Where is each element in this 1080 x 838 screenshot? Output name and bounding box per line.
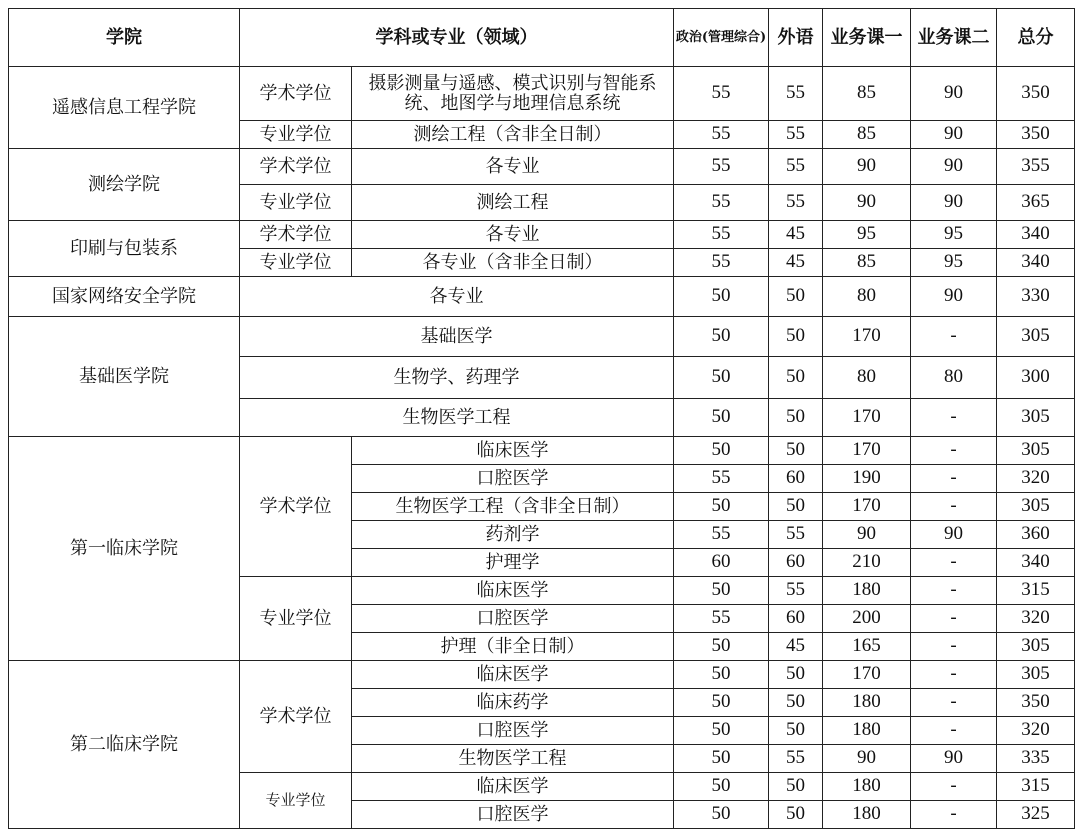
course2-cell: 90 — [911, 121, 997, 149]
politics-cell: 50 — [674, 577, 769, 605]
degree-type-cell: 专业学位 — [240, 249, 352, 277]
politics-cell: 55 — [674, 521, 769, 549]
header-college: 学院 — [9, 9, 240, 67]
politics-cell: 55 — [674, 221, 769, 249]
course2-cell: - — [911, 465, 997, 493]
major-cell: 各专业（含非全日制） — [352, 249, 674, 277]
total-cell: 320 — [997, 605, 1075, 633]
major-cell: 各专业 — [352, 221, 674, 249]
table-row — [9, 661, 1075, 689]
degree-type-cell: 学术学位 — [240, 437, 352, 577]
politics-cell: 50 — [674, 773, 769, 801]
table-row — [9, 67, 1075, 121]
degree-type-cell: 学术学位 — [240, 67, 352, 121]
foreign-cell: 50 — [769, 493, 823, 521]
course2-cell: - — [911, 605, 997, 633]
foreign-cell: 55 — [769, 67, 823, 121]
course2-cell: - — [911, 437, 997, 465]
college-cell: 测绘学院 — [9, 149, 240, 221]
total-cell: 325 — [997, 801, 1075, 829]
foreign-cell: 50 — [769, 661, 823, 689]
course2-cell: - — [911, 577, 997, 605]
foreign-cell: 50 — [769, 277, 823, 317]
table-row — [9, 317, 1075, 357]
major-cell: 口腔医学 — [352, 801, 674, 829]
politics-cell: 55 — [674, 249, 769, 277]
course1-cell: 85 — [823, 249, 911, 277]
major-cell: 临床医学 — [352, 773, 674, 801]
politics-cell: 55 — [674, 67, 769, 121]
total-cell: 365 — [997, 185, 1075, 221]
foreign-cell: 50 — [769, 399, 823, 437]
politics-cell: 55 — [674, 149, 769, 185]
total-cell: 305 — [997, 437, 1075, 465]
total-cell: 360 — [997, 521, 1075, 549]
course1-cell: 180 — [823, 577, 911, 605]
foreign-cell: 55 — [769, 521, 823, 549]
course2-cell: - — [911, 801, 997, 829]
major-cell: 各专业 — [352, 149, 674, 185]
header-field: 学科或专业（领域） — [240, 9, 674, 67]
total-cell: 305 — [997, 633, 1075, 661]
politics-cell: 50 — [674, 717, 769, 745]
course1-cell: 170 — [823, 399, 911, 437]
course1-cell: 170 — [823, 493, 911, 521]
course2-cell: - — [911, 549, 997, 577]
degree-type-cell: 学术学位 — [240, 221, 352, 249]
total-cell: 340 — [997, 221, 1075, 249]
major-cell: 药剂学 — [352, 521, 674, 549]
course1-cell: 90 — [823, 185, 911, 221]
major-cell: 临床药学 — [352, 689, 674, 717]
course2-cell: 90 — [911, 277, 997, 317]
table-row — [9, 437, 1075, 465]
course1-cell: 85 — [823, 67, 911, 121]
course1-cell: 180 — [823, 717, 911, 745]
college-cell: 第一临床学院 — [9, 437, 240, 661]
foreign-cell: 45 — [769, 633, 823, 661]
course2-cell: 90 — [911, 67, 997, 121]
total-cell: 320 — [997, 465, 1075, 493]
score-table — [8, 8, 1075, 829]
total-cell: 315 — [997, 773, 1075, 801]
total-cell: 305 — [997, 493, 1075, 521]
course2-cell: 90 — [911, 185, 997, 221]
degree-type-cell: 学术学位 — [240, 661, 352, 773]
politics-cell: 50 — [674, 661, 769, 689]
table-row — [9, 277, 1075, 317]
foreign-cell: 45 — [769, 221, 823, 249]
course1-cell: 170 — [823, 661, 911, 689]
foreign-cell: 60 — [769, 465, 823, 493]
total-cell: 305 — [997, 661, 1075, 689]
header-total: 总分 — [997, 9, 1075, 67]
degree-type-cell: 专业学位 — [240, 577, 352, 661]
foreign-cell: 55 — [769, 745, 823, 773]
total-cell: 355 — [997, 149, 1075, 185]
course1-cell: 210 — [823, 549, 911, 577]
major-cell: 生物学、药理学 — [240, 357, 674, 399]
table-row — [9, 221, 1075, 249]
major-cell: 临床医学 — [352, 577, 674, 605]
degree-type-cell: 专业学位 — [240, 773, 352, 829]
major-cell: 生物医学工程（含非全日制） — [352, 493, 674, 521]
course1-cell: 85 — [823, 121, 911, 149]
major-cell: 临床医学 — [352, 661, 674, 689]
major-cell: 护理学 — [352, 549, 674, 577]
course2-cell: - — [911, 773, 997, 801]
degree-type-cell: 专业学位 — [240, 121, 352, 149]
major-cell: 临床医学 — [352, 437, 674, 465]
politics-cell: 50 — [674, 633, 769, 661]
total-cell: 350 — [997, 689, 1075, 717]
major-cell: 护理（非全日制） — [352, 633, 674, 661]
course1-cell: 170 — [823, 437, 911, 465]
foreign-cell: 50 — [769, 437, 823, 465]
politics-cell: 50 — [674, 745, 769, 773]
politics-cell: 50 — [674, 317, 769, 357]
politics-cell: 50 — [674, 399, 769, 437]
college-cell: 印刷与包装系 — [9, 221, 240, 277]
foreign-cell: 45 — [769, 249, 823, 277]
course1-cell: 80 — [823, 277, 911, 317]
major-cell: 测绘工程 — [352, 185, 674, 221]
major-cell: 口腔医学 — [352, 465, 674, 493]
politics-cell: 55 — [674, 605, 769, 633]
course2-cell: - — [911, 717, 997, 745]
degree-type-cell: 专业学位 — [240, 185, 352, 221]
header-row — [9, 9, 1075, 67]
total-cell: 330 — [997, 277, 1075, 317]
course1-cell: 180 — [823, 801, 911, 829]
total-cell: 305 — [997, 399, 1075, 437]
politics-cell: 50 — [674, 357, 769, 399]
college-cell: 遥感信息工程学院 — [9, 67, 240, 149]
course1-cell: 80 — [823, 357, 911, 399]
foreign-cell: 50 — [769, 689, 823, 717]
major-cell: 生物医学工程 — [352, 745, 674, 773]
course2-cell: - — [911, 317, 997, 357]
total-cell: 320 — [997, 717, 1075, 745]
total-cell: 305 — [997, 317, 1075, 357]
total-cell: 350 — [997, 67, 1075, 121]
major-cell: 口腔医学 — [352, 717, 674, 745]
course1-cell: 200 — [823, 605, 911, 633]
foreign-cell: 60 — [769, 605, 823, 633]
header-course1: 业务课一 — [823, 9, 911, 67]
course1-cell: 90 — [823, 521, 911, 549]
course2-cell: 90 — [911, 149, 997, 185]
politics-cell: 50 — [674, 493, 769, 521]
major-cell: 各专业 — [240, 277, 674, 317]
course2-cell: 90 — [911, 521, 997, 549]
foreign-cell: 60 — [769, 549, 823, 577]
college-cell: 第二临床学院 — [9, 661, 240, 829]
foreign-cell: 50 — [769, 801, 823, 829]
course2-cell: - — [911, 399, 997, 437]
politics-cell: 55 — [674, 465, 769, 493]
course2-cell: 80 — [911, 357, 997, 399]
course1-cell: 180 — [823, 773, 911, 801]
course1-cell: 90 — [823, 745, 911, 773]
major-cell: 摄影测量与遥感、模式识别与智能系统、地图学与地理信息系统 — [352, 67, 674, 121]
course1-cell: 170 — [823, 317, 911, 357]
major-cell: 测绘工程（含非全日制） — [352, 121, 674, 149]
politics-cell: 50 — [674, 689, 769, 717]
course1-cell: 190 — [823, 465, 911, 493]
foreign-cell: 50 — [769, 773, 823, 801]
total-cell: 340 — [997, 549, 1075, 577]
course1-cell: 180 — [823, 689, 911, 717]
foreign-cell: 55 — [769, 149, 823, 185]
politics-cell: 50 — [674, 801, 769, 829]
politics-cell: 50 — [674, 437, 769, 465]
course2-cell: - — [911, 493, 997, 521]
course1-cell: 95 — [823, 221, 911, 249]
total-cell: 300 — [997, 357, 1075, 399]
foreign-cell: 50 — [769, 717, 823, 745]
course2-cell: 90 — [911, 745, 997, 773]
course2-cell: - — [911, 661, 997, 689]
foreign-cell: 50 — [769, 357, 823, 399]
table-row — [9, 149, 1075, 185]
total-cell: 350 — [997, 121, 1075, 149]
foreign-cell: 50 — [769, 317, 823, 357]
foreign-cell: 55 — [769, 185, 823, 221]
course2-cell: 95 — [911, 249, 997, 277]
course2-cell: - — [911, 633, 997, 661]
major-cell: 基础医学 — [240, 317, 674, 357]
politics-cell: 55 — [674, 121, 769, 149]
college-cell: 基础医学院 — [9, 317, 240, 437]
major-cell: 生物医学工程 — [240, 399, 674, 437]
politics-cell: 50 — [674, 277, 769, 317]
course1-cell: 165 — [823, 633, 911, 661]
course2-cell: 95 — [911, 221, 997, 249]
course2-cell: - — [911, 689, 997, 717]
total-cell: 335 — [997, 745, 1075, 773]
course1-cell: 90 — [823, 149, 911, 185]
foreign-cell: 55 — [769, 577, 823, 605]
politics-cell: 60 — [674, 549, 769, 577]
total-cell: 340 — [997, 249, 1075, 277]
foreign-cell: 55 — [769, 121, 823, 149]
degree-type-cell: 学术学位 — [240, 149, 352, 185]
politics-cell: 55 — [674, 185, 769, 221]
total-cell: 315 — [997, 577, 1075, 605]
header-politics: 政治(管理综合) — [674, 9, 769, 67]
college-cell: 国家网络安全学院 — [9, 277, 240, 317]
header-foreign: 外语 — [769, 9, 823, 67]
major-cell: 口腔医学 — [352, 605, 674, 633]
header-course2: 业务课二 — [911, 9, 997, 67]
